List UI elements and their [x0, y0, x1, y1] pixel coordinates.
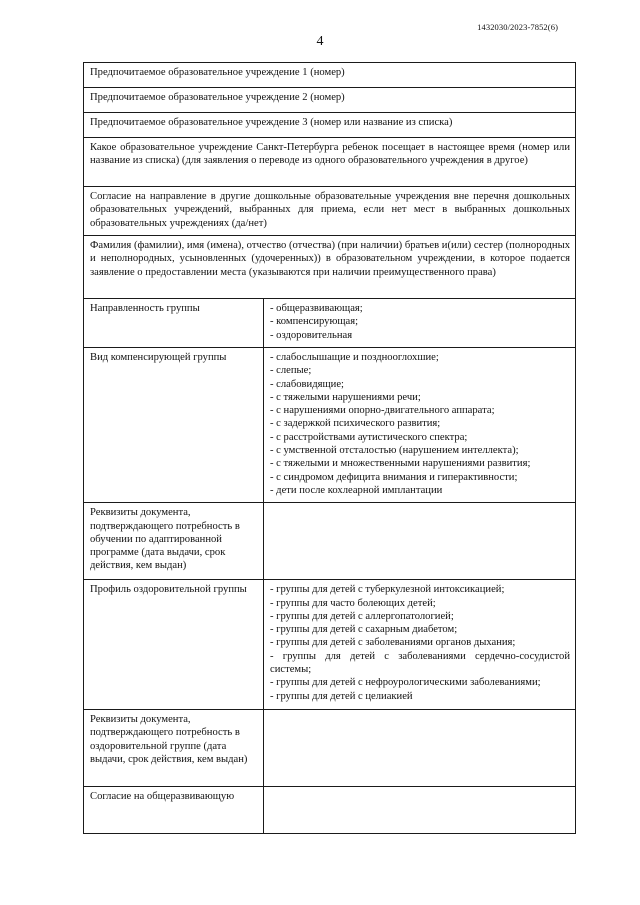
- table-row: [84, 236, 576, 299]
- table-row: [84, 580, 576, 710]
- table-row: [84, 503, 576, 580]
- options-list: [270, 302, 570, 342]
- table-row: [84, 348, 576, 503]
- health-profile-label: Профиль оздоровительной группы: [84, 580, 264, 710]
- list-item: - группы для детей с целиакией: [270, 690, 413, 702]
- list-item: - группы для детей с сахарным диабетом;: [270, 624, 458, 636]
- list-item: - оздоровительная: [270, 329, 353, 341]
- list-item: - группы для часто болеющих детей;: [270, 597, 436, 609]
- list-item: - с тяжелыми нарушениями речи;: [270, 391, 421, 403]
- options-list: [270, 351, 570, 497]
- list-item: - с нарушениями опорно-двигательного аппарата;: [270, 405, 495, 417]
- group-focus-label: Направленность группы: [84, 299, 264, 348]
- health-group-doc-value[interactable]: [264, 709, 576, 786]
- application-form-table: [83, 62, 576, 834]
- list-item: - слабовидящие;: [270, 378, 344, 390]
- list-item: - с умственной отсталостью (нарушением интеллекта);: [270, 445, 519, 457]
- list-item: - с расстройствами аутистического спектра;: [270, 431, 468, 443]
- table-row: [84, 138, 576, 187]
- list-item: - слепые;: [270, 365, 312, 377]
- list-item: - с тяжелыми и множественными нарушениями развития;: [270, 458, 531, 470]
- adapted-program-doc-label: Реквизиты документа, подтверждающего потребность в обучении по адаптированной программе (дата выдачи, срок действия, кем выдан): [84, 503, 264, 580]
- table-row: [84, 786, 576, 833]
- compensating-group-options: [264, 348, 576, 503]
- table-row: [84, 88, 576, 113]
- list-item: - с задержкой психического развития;: [270, 418, 441, 430]
- table-row: [84, 63, 576, 88]
- general-consent-value[interactable]: [264, 786, 576, 833]
- list-item: - компенсирующая;: [270, 316, 359, 328]
- table-row: [84, 709, 576, 786]
- document-number: 1432030/2023-7852(6): [477, 22, 558, 32]
- health-group-doc-label: Реквизиты документа, подтверждающего потребность в оздоровительной группе (дата выдачи, срок действия, кем выдан): [84, 709, 264, 786]
- group-focus-options: [264, 299, 576, 348]
- preferred-institution-2: Предпочитаемое образовательное учреждение 2 (номер): [84, 88, 576, 113]
- list-item: - группы для детей с заболеваниями сердечно-сосудистой системы;: [270, 650, 570, 676]
- table-row: [84, 299, 576, 348]
- list-item: - группы для детей с аллергопатологией;: [270, 610, 454, 622]
- compensating-group-label: Вид компенсирующей группы: [84, 348, 264, 503]
- adapted-program-doc-value[interactable]: [264, 503, 576, 580]
- list-item: - группы для детей с нефроурологическими заболеваниями;: [270, 677, 541, 689]
- list-item: - дети после кохлеарной имплантации: [270, 484, 443, 496]
- consent-other-institutions: Согласие на направление в другие дошкольные образовательные учреждения вне перечня дошкольных образовательных учреждений, выбранных для приема, если нет мест в выбранных дошкольных образовательных учреждениях (да/нет): [84, 187, 576, 236]
- page-number: 4: [316, 34, 324, 49]
- preferred-institution-3: Предпочитаемое образовательное учреждение 3 (номер или название из списка): [84, 113, 576, 138]
- preferred-institution-1: Предпочитаемое образовательное учреждение 1 (номер): [84, 63, 576, 88]
- list-item: - группы для детей с заболеваниями органов дыхания;: [270, 637, 516, 649]
- list-item: - группы для детей с туберкулезной интоксикацией;: [270, 584, 505, 596]
- options-list: [270, 583, 570, 703]
- health-profile-options: [264, 580, 576, 710]
- table-row: [84, 187, 576, 236]
- general-consent-label: Согласие на общеразвивающую: [84, 786, 264, 833]
- list-item: - с синдромом дефицита внимания и гиперактивности;: [270, 471, 518, 483]
- siblings-info: Фамилия (фамилии), имя (имена), отчество (отчества) (при наличии) братьев и(или) сестер (полнородных и неполнородных, усыновленных (удочеренных)) в образовательном учреждении, в которое подается заявление о предоставлении места (указываются при наличии преимущественного права): [84, 236, 576, 299]
- list-item: - общеразвивающая;: [270, 303, 363, 314]
- current-institution-question: Какое образовательное учреждение Санкт-Петербурга ребенок посещает в настоящее время (номер или название из списка) (для заявления о переводе из одного образовательного учреждения в другое): [84, 138, 576, 187]
- table-row: [84, 113, 576, 138]
- list-item: - слабослышащие и позднооглохшие;: [270, 352, 439, 363]
